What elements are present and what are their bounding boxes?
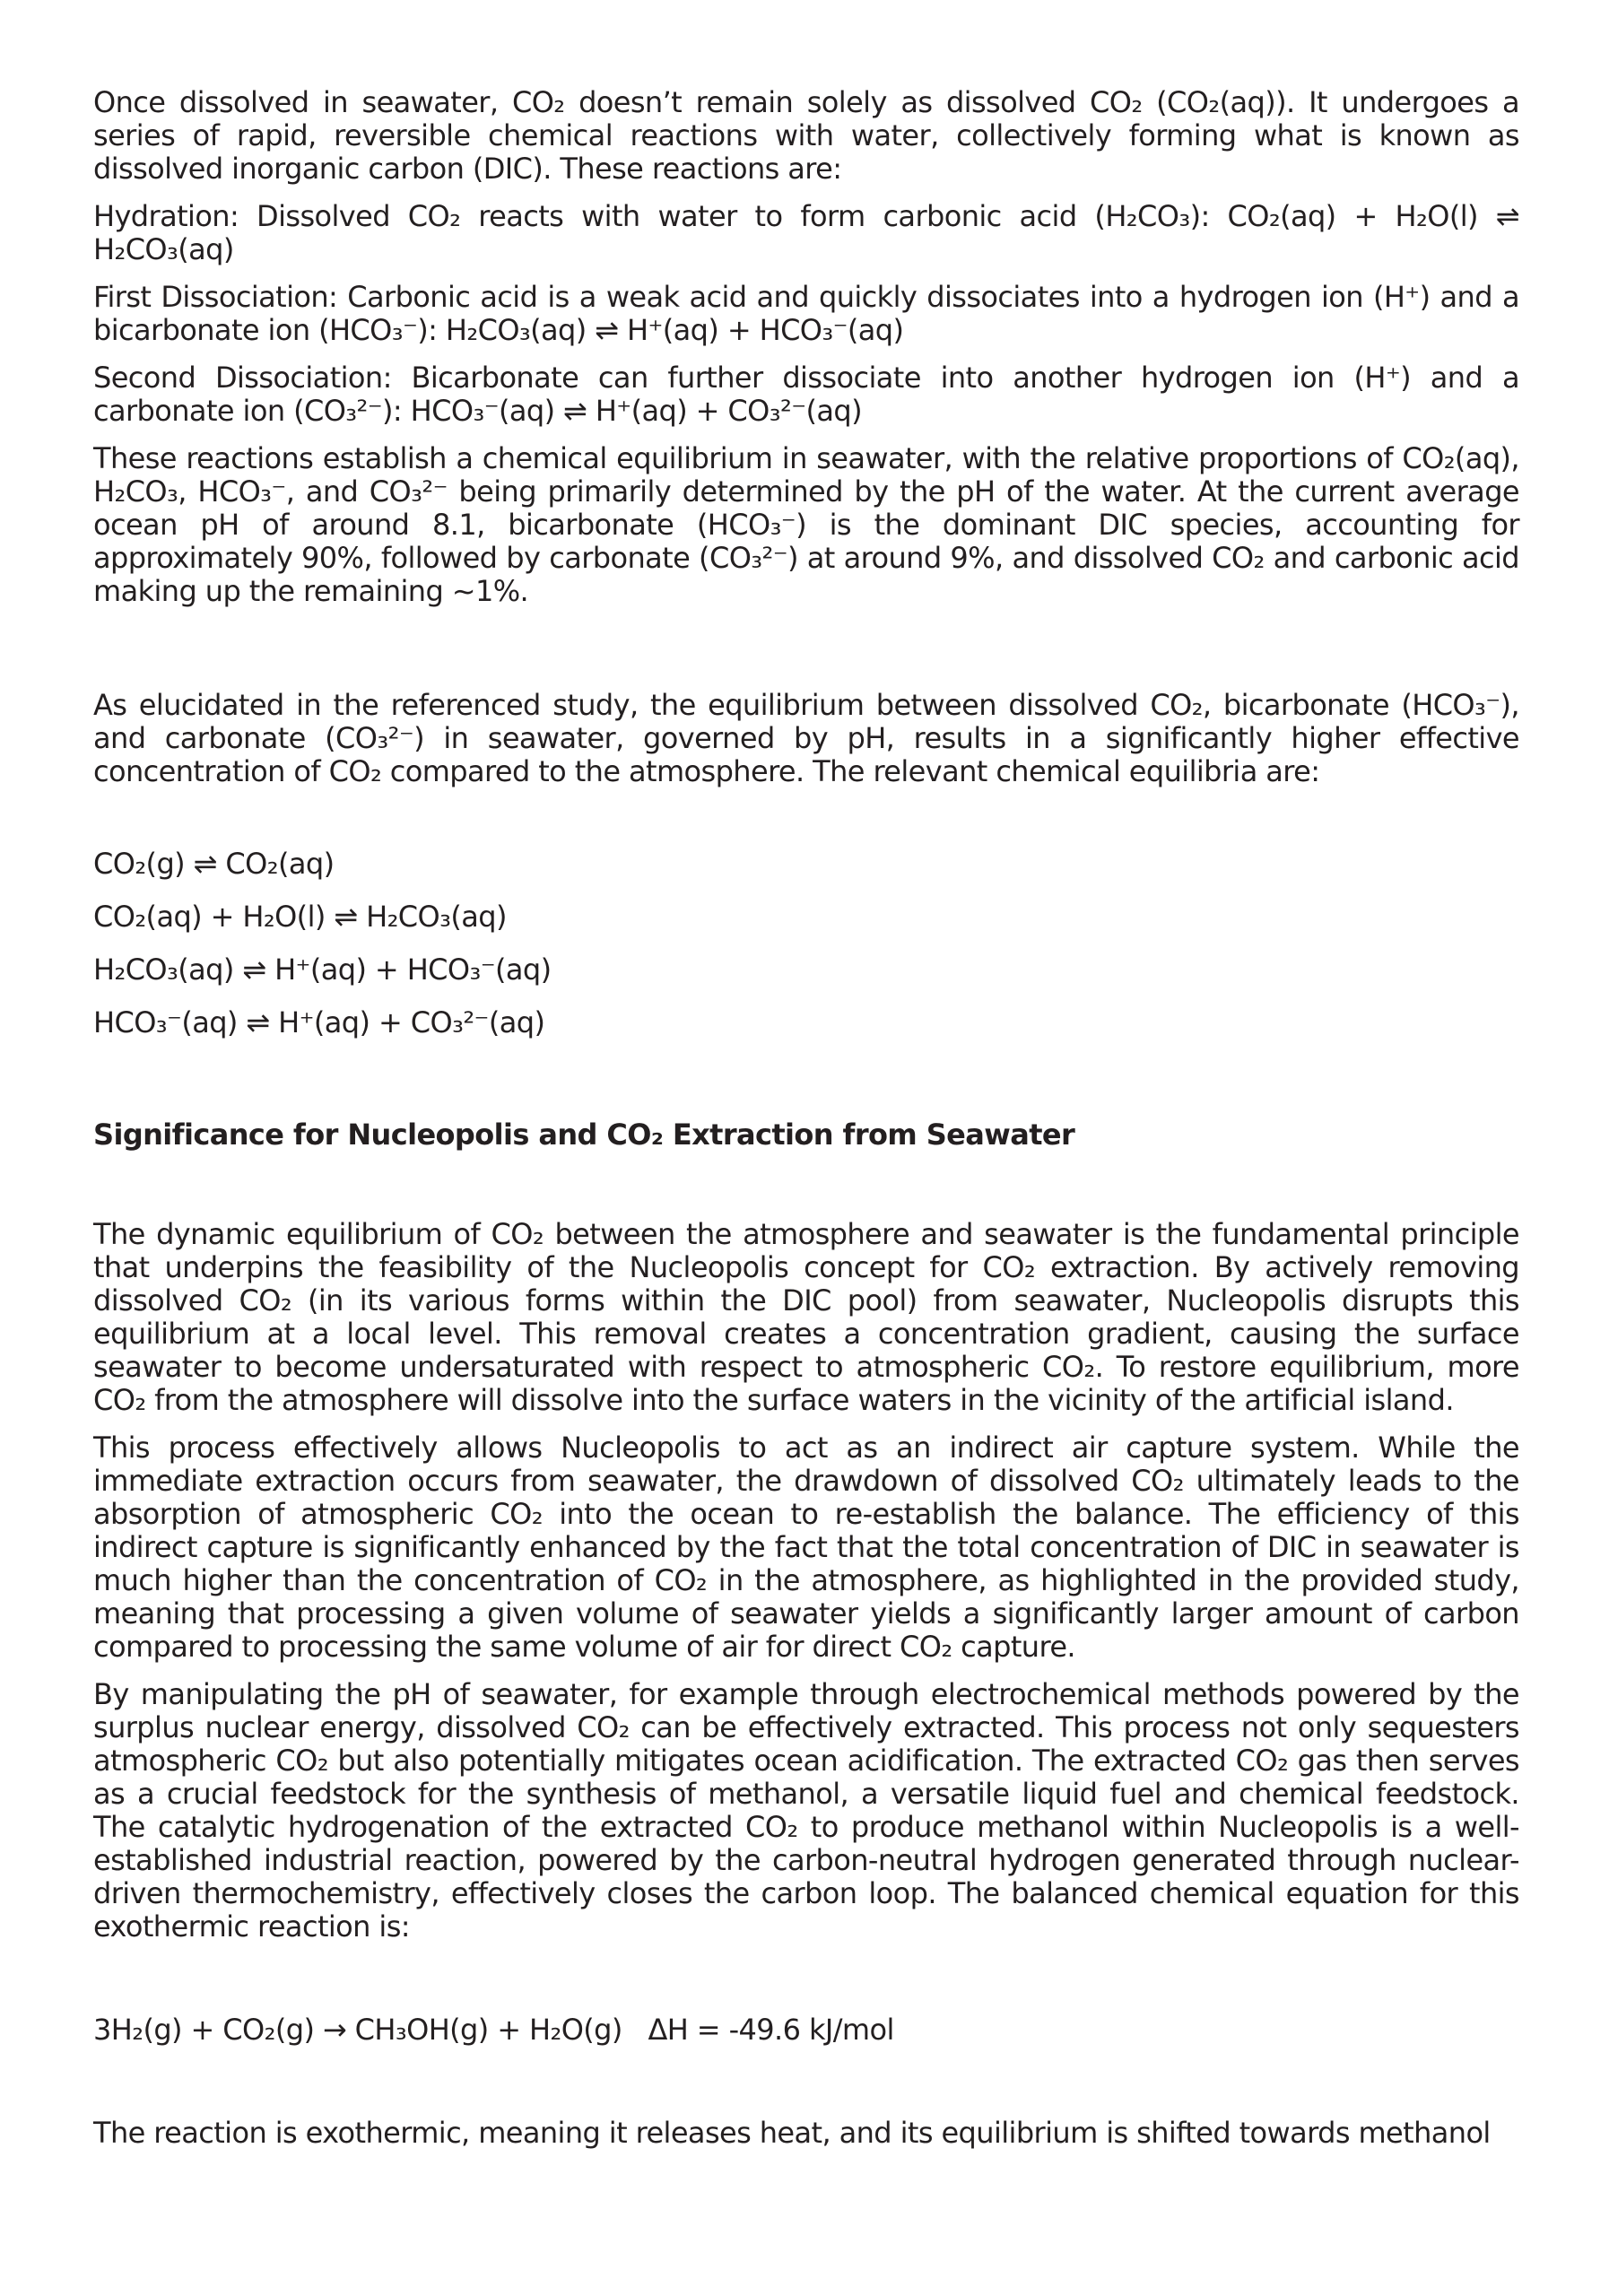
equilibrium-paragraph: These reactions establish a chemical equilibrium in seawater, with the relative proportions of CO₂(aq), H₂CO₃, HCO₃⁻, and CO₃²⁻ being primarily determined by the pH of the water. At the current average ocean pH of around 8.1, bicarbonate (HCO₃⁻) is the dominant DIC species, accounting for approximately 90%, followed by carbonate (CO₃²⁻) at around 9%, and dissolved CO₂ and carbonic acid making up the remaining ~1%. (93, 441, 1519, 608)
intro-paragraph: Once dissolved in seawater, CO₂ doesn’t remain solely as dissolved CO₂ (CO₂(aq)). It undergoes a series of rapid, reversible chemical reactions with water, collectively forming what is known as dissolved inorganic carbon (DIC). These reactions are: (93, 85, 1519, 186)
equation-line: CO₂(g) ⇌ CO₂(aq) (93, 847, 335, 881)
equation-line: HCO₃⁻(aq) ⇌ H⁺(aq) + CO₃²⁻(aq) (93, 1005, 545, 1039)
first-dissociation-paragraph: First Dissociation: Carbonic acid is a weak acid and quickly dissociates into a hydrogen ion (H⁺) and a bicarbonate ion (HCO₃⁻): H₂CO₃(aq) ⇌ H⁺(aq) + HCO₃⁻(aq) (93, 280, 1519, 347)
methanol-equation: 3H₂(g) + CO₂(g) → CH₃OH(g) + H₂O(g) ΔH = -49.6 kJ/mol (93, 2013, 894, 2047)
equation-line: H₂CO₃(aq) ⇌ H⁺(aq) + HCO₃⁻(aq) (93, 952, 552, 987)
section-paragraph: This process effectively allows Nucleopolis to act as an indirect air capture system. While the immediate extraction occurs from seawater, the drawdown of dissolved CO₂ ultimately leads to the absorption of atmospheric CO₂ into the ocean to re-establish the balance. The efficiency of this indirect capture is significantly enhanced by the fact that the total concentration of DIC in seawater is much higher than the concentration of CO₂ in the atmosphere, as highlighted in the provided study, meaning that processing a given volume of seawater yields a significantly larger amount of carbon compared to processing the same volume of air for direct CO₂ capture. (93, 1431, 1519, 1664)
elucidated-paragraph: As elucidated in the referenced study, the equilibrium between dissolved CO₂, bicarbonate (HCO₃⁻), and carbonate (CO₃²⁻) in seawater, governed by pH, results in a significantly higher effective concentration of CO₂ compared to the atmosphere. The relevant chemical equilibria are: (93, 688, 1519, 788)
equilibria-list (93, 848, 1519, 1039)
equation-line: CO₂(aq) + H₂O(l) ⇌ H₂CO₃(aq) (93, 900, 507, 934)
second-dissociation-paragraph: Second Dissociation: Bicarbonate can further dissociate into another hydrogen ion (H⁺) and a carbonate ion (CO₃²⁻): HCO₃⁻(aq) ⇌ H⁺(aq) + CO₃²⁻(aq) (93, 361, 1519, 428)
section-paragraph: The dynamic equilibrium of CO₂ between the atmosphere and seawater is the fundamental principle that underpins the feasibility of the Nucleopolis concept for CO₂ extraction. By actively removing dissolved CO₂ (in its various forms within the DIC pool) from seawater, Nucleopolis disrupts this equilibrium at a local level. This removal creates a concentration gradient, causing the surface seawater to become undersaturated with respect to atmospheric CO₂. To restore equilibrium, more CO₂ from the atmosphere will dissolve into the surface waters in the vicinity of the artificial island. (93, 1217, 1519, 1417)
section-paragraph: By manipulating the pH of seawater, for example through electrochemical methods powered by the surplus nuclear energy, dissolved CO₂ can be effectively extracted. This process not only sequesters atmospheric CO₂ but also potentially mitigates ocean acidification. The extracted CO₂ gas then serves as a crucial feedstock for the synthesis of methanol, a versatile liquid fuel and chemical feedstock. The catalytic hydrogenation of the extracted CO₂ to produce methanol within Nucleopolis is a well-established industrial reaction, powered by the carbon-neutral hydrogen generated through nuclear-driven thermochemistry, effectively closes the carbon loop. The balanced chemical equation for this exothermic reaction is: (93, 1677, 1519, 1944)
section-heading: Significance for Nucleopolis and CO₂ Extraction from Seawater (93, 1118, 1075, 1152)
document-page (93, 86, 1519, 2150)
closing-paragraph: The reaction is exothermic, meaning it releases heat, and its equilibrium is shifted towards methanol (93, 2116, 1491, 2150)
hydration-paragraph: Hydration: Dissolved CO₂ reacts with water to form carbonic acid (H₂CO₃): CO₂(aq) + H₂O(l) ⇌ H₂CO₃(aq) (93, 199, 1519, 266)
